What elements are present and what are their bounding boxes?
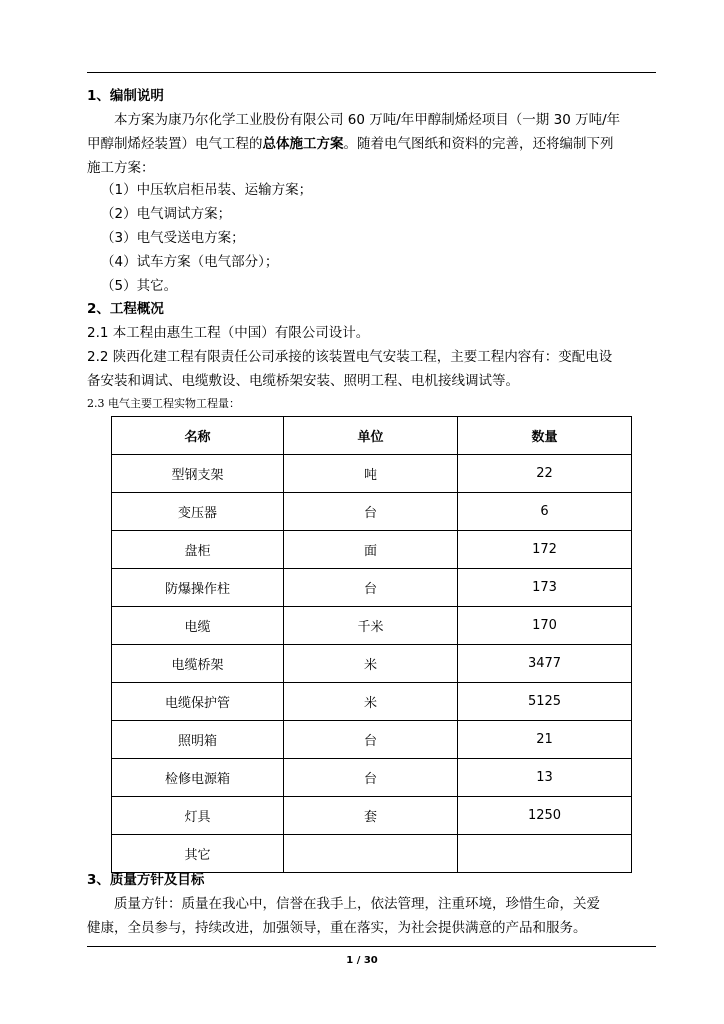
table-cell: 其它 xyxy=(112,835,284,873)
s1-paragraph-line-3: 施工方案： xyxy=(87,160,155,176)
table-cell: 台 xyxy=(284,569,458,607)
table-cell: 变压器 xyxy=(112,493,284,531)
table-header-row xyxy=(112,417,632,455)
table-row xyxy=(112,835,632,873)
s1-list-item: （2）电气调试方案； xyxy=(101,206,232,222)
table-cell: 21 xyxy=(458,721,632,759)
s1-paragraph-line-2 xyxy=(87,132,659,156)
table-cell: 电缆桥架 xyxy=(112,645,284,683)
table-cell: 吨 xyxy=(284,455,458,493)
table-cell: 台 xyxy=(284,759,458,797)
s1-list-item: （1）中压软启柜吊装、运输方案； xyxy=(101,182,313,198)
table-cell: 1250 xyxy=(458,797,632,835)
s2-item-2-3: 2.3 电气主要工程实物工程量： xyxy=(87,397,240,410)
s1-paragraph-line-1: 本方案为康乃尔化学工业股份有限公司 60 万吨/年甲醇制烯烃项目（一期 30 万吨/年 xyxy=(114,112,621,128)
s1-p2-text-c: 。随着电气图纸和资料的完善，还将编制下列 xyxy=(343,136,614,152)
table-row xyxy=(112,455,632,493)
quantities-table xyxy=(111,416,632,873)
s3-paragraph-line-2: 健康，全员参与，持续改进，加强领导，重在落实，为社会提供满意的产品和服务。 xyxy=(87,920,587,936)
table-cell xyxy=(458,835,632,873)
s2-item-2-2-line-2: 备安装和调试、电缆敷设、电缆桥架安装、照明工程、电机接线调试等。 xyxy=(87,373,519,389)
table-cell: 灯具 xyxy=(112,797,284,835)
s1-list-item: （5）其它。 xyxy=(101,278,178,294)
table-cell: 套 xyxy=(284,797,458,835)
table-cell: 3477 xyxy=(458,645,632,683)
table-row xyxy=(112,607,632,645)
s1-list-item: （3）电气受送电方案； xyxy=(101,230,245,246)
header-rule xyxy=(87,72,656,73)
table-cell xyxy=(284,835,458,873)
table-cell: 米 xyxy=(284,683,458,721)
table-row xyxy=(112,645,632,683)
table-cell: 米 xyxy=(284,645,458,683)
table-cell: 170 xyxy=(458,607,632,645)
table-cell: 照明箱 xyxy=(112,721,284,759)
table-cell: 防爆操作柱 xyxy=(112,569,284,607)
table-cell: 22 xyxy=(458,455,632,493)
table-cell: 盘柜 xyxy=(112,531,284,569)
table-cell: 型钢支架 xyxy=(112,455,284,493)
table-header-cell: 数量 xyxy=(458,417,632,455)
section-1-heading: 1、编制说明 xyxy=(87,88,164,104)
s1-list-item: （4）试车方案（电气部分）； xyxy=(101,254,279,270)
table-cell: 173 xyxy=(458,569,632,607)
table-cell: 面 xyxy=(284,531,458,569)
table-cell: 电缆保护管 xyxy=(112,683,284,721)
table-cell: 电缆 xyxy=(112,607,284,645)
table-row xyxy=(112,721,632,759)
table-cell: 13 xyxy=(458,759,632,797)
s1-p2-bold: 总体施工方案 xyxy=(262,136,344,152)
s2-item-2-1: 2.1 本工程由惠生工程（中国）有限公司设计。 xyxy=(87,325,370,341)
section-2-heading: 2、工程概况 xyxy=(87,301,164,317)
s2-item-2-2-line-1: 2.2 陕西化建工程有限责任公司承接的该装置电气安装工程，主要工程内容有：变配电设 xyxy=(87,349,613,365)
table-header-cell: 单位 xyxy=(284,417,458,455)
table-header-cell: 名称 xyxy=(112,417,284,455)
table-cell: 6 xyxy=(458,493,632,531)
section-3-heading: 3、质量方针及目标 xyxy=(87,872,205,888)
s3-paragraph-line-1: 质量方针：质量在我心中，信誉在我手上，依法管理，注重环境，珍惜生命，关爱 xyxy=(114,896,600,912)
table-cell: 5125 xyxy=(458,683,632,721)
s1-p2-text-a: 甲醇制烯烃装置）电气工程的 xyxy=(87,136,263,152)
footer-rule xyxy=(87,946,656,947)
table-row xyxy=(112,493,632,531)
table-cell: 千米 xyxy=(284,607,458,645)
page-number: 1 / 30 xyxy=(346,955,378,966)
table-row xyxy=(112,683,632,721)
table-cell: 检修电源箱 xyxy=(112,759,284,797)
table-row xyxy=(112,531,632,569)
table-cell: 台 xyxy=(284,721,458,759)
table-cell: 台 xyxy=(284,493,458,531)
table-cell: 172 xyxy=(458,531,632,569)
table-row xyxy=(112,569,632,607)
table-row xyxy=(112,797,632,835)
table-row xyxy=(112,759,632,797)
